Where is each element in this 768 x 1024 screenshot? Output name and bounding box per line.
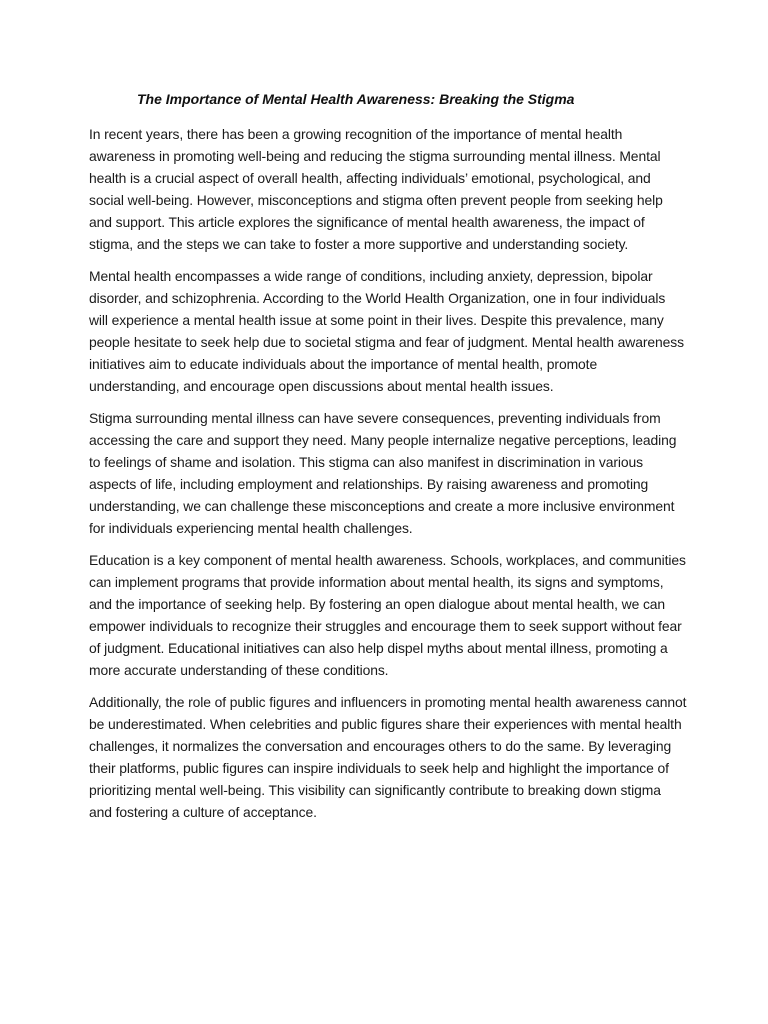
paragraph-conditions: Mental health encompasses a wide range of conditions, including anxiety, depression, bipolar disorder, and schizophrenia. According to the World Health Organization, one in four individuals will experience a mental health issue at some point in their lives. Despite this prevalence, many people hesitate to seek help due to societal stigma and fear of judgment. Mental health awareness initiatives aim to educate individuals about the importance of mental health, promote understanding, and encourage open discussions about mental health issues. — [89, 268, 684, 394]
document-title: The Importance of Mental Health Awareness: Breaking the Stigma — [137, 91, 575, 107]
paragraph-intro: In recent years, there has been a growing recognition of the importance of mental health awareness in promoting well-being and reducing the stigma surrounding mental illness. Mental health is a crucial aspect of overall health, affecting individuals’ emotional, psychological, and social well-being. However, misconceptions and stigma often prevent people from seeking help and support. This article explores the significance of mental health awareness, the impact of stigma, and the steps we can take to foster a more supportive and understanding society. — [89, 126, 663, 252]
document-body — [89, 123, 687, 833]
paragraph-public-figures: Additionally, the role of public figures and influencers in promoting mental health awareness cannot be underestimated. When celebrities and public figures share their experiences with mental health challenges, it normalizes the conversation and encourages others to do the same. By leveraging their platforms, public figures can inspire individuals to seek help and highlight the importance of prioritizing mental well-being. This visibility can significantly contribute to breaking down stigma and fostering a culture of acceptance. — [89, 694, 687, 820]
paragraph-education: Education is a key component of mental health awareness. Schools, workplaces, and communities can implement programs that provide information about mental health, its signs and symptoms, and the importance of seeking help. By fostering an open dialogue about mental health, we can empower individuals to recognize their struggles and encourage them to seek support without fear of judgment. Educational initiatives can also help dispel myths about mental illness, promoting a more accurate understanding of these conditions. — [89, 552, 686, 678]
paragraph-stigma: Stigma surrounding mental illness can have severe consequences, preventing individuals from accessing the care and support they need. Many people internalize negative perceptions, leading to feelings of shame and isolation. This stigma can also manifest in discrimination in various aspects of life, including employment and relationships. By raising awareness and promoting understanding, we can challenge these misconceptions and create a more inclusive environment for individuals experiencing mental health challenges. — [89, 410, 677, 536]
